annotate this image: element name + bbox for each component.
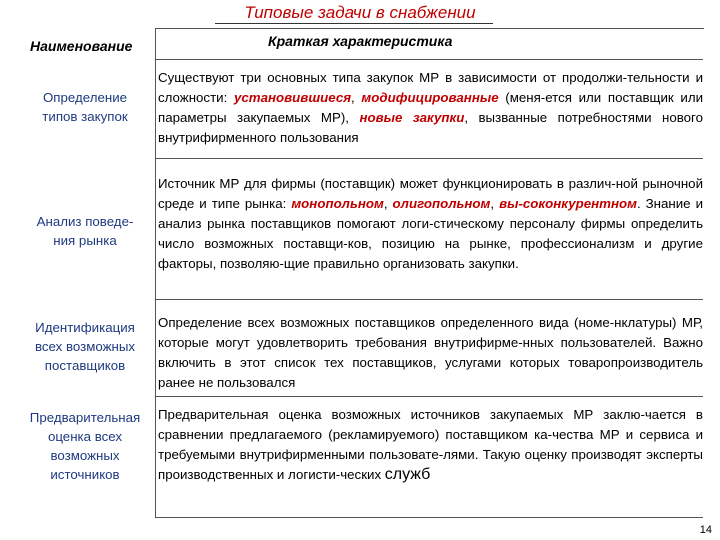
task-name-line: оценка всех — [47, 429, 123, 444]
row-divider — [155, 396, 703, 397]
task-name-cell — [20, 88, 150, 126]
task-description — [158, 174, 703, 274]
desc-text: (меня-ется или поставщик или параметры закупаемых МР), — [158, 90, 704, 125]
column-header-desc: Краткая характеристика — [268, 33, 453, 49]
desc-highlight: олигопольном — [392, 196, 491, 211]
row-divider — [155, 59, 703, 60]
task-name-line: Идентификация — [35, 320, 135, 335]
desc-highlight: вы-соконкурентном — [499, 196, 637, 211]
task-name-line: Предварительная — [29, 410, 141, 425]
task-name-line: возможных — [50, 448, 120, 463]
row-divider — [155, 158, 703, 159]
task-name-line: всех возможных — [34, 339, 136, 354]
task-name-cell — [20, 318, 150, 375]
desc-text-tail: служб — [384, 466, 431, 483]
desc-highlight: новые закупки — [359, 110, 465, 125]
desc-text: Источник МР для фирмы (поставщик) может функционировать в различ-ной рыночной среде и типе рынка: — [158, 176, 703, 211]
page-number: 14 — [699, 524, 712, 536]
task-name-line: Анализ поведе- — [36, 214, 134, 229]
task-name-line: Определение — [42, 90, 128, 105]
task-description — [158, 68, 703, 148]
desc-text: , — [383, 196, 393, 211]
desc-text: , вызванные потребностями нового внутрифирменного пользования — [158, 110, 703, 145]
page-title: Типовые задачи в снабжении — [244, 3, 476, 22]
column-header-name: Наименование — [30, 38, 133, 54]
task-name-line: типов закупок — [42, 109, 128, 124]
task-description — [158, 405, 703, 485]
task-name-cell — [12, 408, 158, 484]
desc-highlight: установившиеся — [233, 90, 352, 105]
task-description: Определение всех возможных поставщиков определенного вида (номе-нклатуры) МР, которые могут удовлетворить требования внутрифирме-нных пользователей. Важно включить в этот список тех поставщиков, услугами которых товаропроизводитель ранее не пользовался — [158, 315, 703, 390]
desc-highlight: монопольном — [291, 196, 384, 211]
row-divider — [155, 299, 703, 300]
task-name-line: ния рынка — [53, 233, 117, 248]
desc-text: . Знание и анализ рынка поставщиков помогают логи-стическому персоналу фирмы определить число возможных поставщи-ков, позицию на рынке, профессионализм и другие факторы, позволяю-щие правильно организовать закупки. — [158, 196, 704, 271]
row-divider — [155, 517, 703, 518]
title-underline — [215, 23, 493, 24]
desc-highlight: модифицированные — [361, 90, 499, 105]
task-name-cell — [20, 212, 150, 250]
desc-text: Предварительная оценка возможных источников закупаемых МР заклю-чается в сравнении предлагаемого (рекламируемого) поставщиком ка-чества МР и сервиса и требуемыми внутрифирменными пользовате-лями. Такую оценку производят эксперты производственных и логисти-ческих — [158, 407, 703, 482]
desc-text: , — [351, 90, 362, 105]
task-name-line: источников — [50, 467, 120, 482]
task-name-line: поставщиков — [44, 358, 126, 373]
desc-text: , — [490, 196, 500, 211]
desc-text: Существуют три основных типа закупок МР в зависимости от продолжи-тельности и сложности: — [158, 70, 703, 105]
